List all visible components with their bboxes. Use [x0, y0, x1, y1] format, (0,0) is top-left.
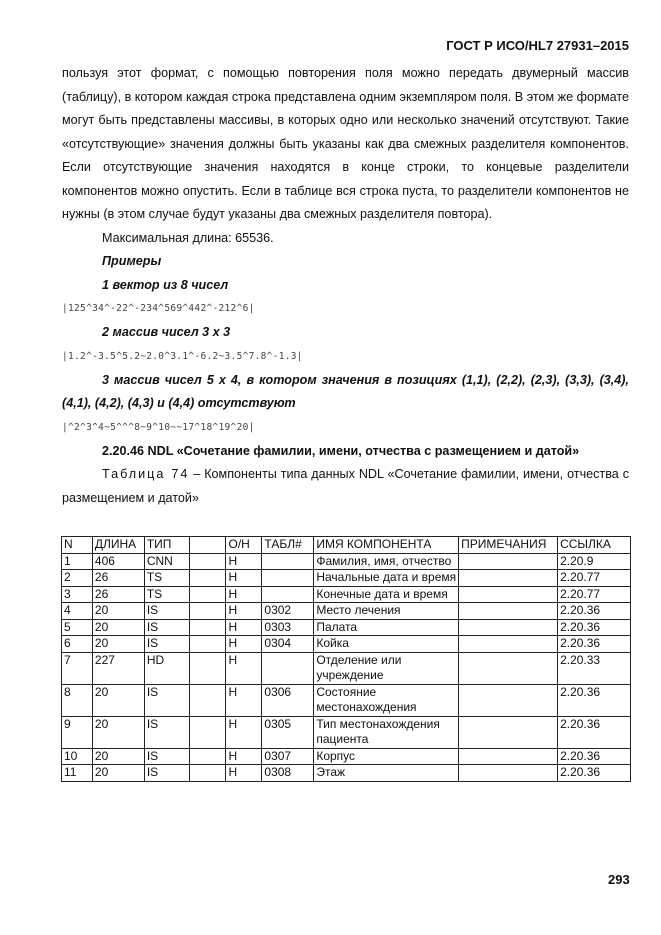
table-cell	[459, 748, 558, 765]
table-header-cell: ПРИМЕЧАНИЯ	[459, 537, 558, 554]
table-cell: 11	[62, 765, 93, 782]
table-cell	[189, 636, 226, 653]
table-cell: TS	[144, 586, 189, 603]
component-name-cell: Этаж	[314, 765, 459, 782]
table-cell: Н	[226, 636, 262, 653]
page-body	[62, 62, 629, 510]
table-cell	[459, 619, 558, 636]
table-cell	[459, 652, 558, 684]
examples-heading: Примеры	[102, 254, 162, 268]
table-cell	[262, 553, 314, 570]
table-cell	[189, 553, 226, 570]
table-row	[62, 765, 631, 782]
table-cell	[189, 748, 226, 765]
example-3-title: 3 массив чисел 5 х 4, в котором значения в позициях (1,1), (2,2), (2,3), (3,3), (3,4), (4,1), (4,2), (4,3) и (4,4) отсутствуют	[62, 372, 629, 410]
table-cell: 20	[92, 765, 144, 782]
table-cell: 2.20.36	[558, 765, 631, 782]
table-cell: IS	[144, 684, 189, 716]
example-2-code: |1.2^-3.5^5.2~2.0^3.1^-6.2~3.5^7.8^-1.3|	[62, 350, 303, 362]
component-name-cell: Отделение или учреждение	[314, 652, 459, 684]
table-cell: 5	[62, 619, 93, 636]
table-cell: 9	[62, 716, 93, 748]
table-cell	[459, 636, 558, 653]
table-row	[62, 636, 631, 653]
table-cell: 20	[92, 748, 144, 765]
component-name-cell: Корпус	[314, 748, 459, 765]
table-cell: 20	[92, 603, 144, 620]
table-cell	[459, 684, 558, 716]
max-length-text: Максимальная длина: 65536.	[102, 230, 274, 245]
example-3-code: |^2^3^4~5^^^8~9^10~~17^18^19^20|	[62, 421, 255, 433]
table-cell: 2.20.36	[558, 636, 631, 653]
table-cell: IS	[144, 636, 189, 653]
table-header-cell: N	[62, 537, 93, 554]
table-cell: 2.20.77	[558, 570, 631, 587]
table-row	[62, 684, 631, 716]
table-cell	[189, 652, 226, 684]
table-cell	[189, 684, 226, 716]
table-cell: HD	[144, 652, 189, 684]
table-cell: 6	[62, 636, 93, 653]
table-cell: 20	[92, 684, 144, 716]
table-cell: 0306	[262, 684, 314, 716]
table-header-row	[62, 537, 631, 554]
table-cell: 0303	[262, 619, 314, 636]
table-cell: 2.20.36	[558, 603, 631, 620]
page-number: 293	[608, 872, 630, 887]
component-name-cell: Палата	[314, 619, 459, 636]
table-cell	[189, 603, 226, 620]
table-header-cell: ТИП	[144, 537, 189, 554]
table-caption	[62, 463, 629, 510]
table-cell: 0307	[262, 748, 314, 765]
component-name-cell: Койка	[314, 636, 459, 653]
table-cell	[262, 586, 314, 603]
table-cell	[189, 716, 226, 748]
table-cell: Н	[226, 553, 262, 570]
table-cell	[189, 586, 226, 603]
table-cell: Н	[226, 765, 262, 782]
table-cell	[262, 570, 314, 587]
table-row	[62, 570, 631, 587]
table-cell: 406	[92, 553, 144, 570]
table-cell: Н	[226, 684, 262, 716]
example-1-title: 1 вектор из 8 чисел	[102, 277, 229, 292]
table-row	[62, 748, 631, 765]
table-cell: 26	[92, 586, 144, 603]
table-header-cell: О/Н	[226, 537, 262, 554]
table-cell: 2.20.36	[558, 748, 631, 765]
table-cell	[459, 716, 558, 748]
table-cell: Н	[226, 586, 262, 603]
table-cell: 2	[62, 570, 93, 587]
table-cell	[189, 619, 226, 636]
table-cell: 2.20.36	[558, 684, 631, 716]
document-header: ГОСТ Р ИСО/HL7 27931–2015	[446, 38, 629, 53]
table-row	[62, 619, 631, 636]
section-title: 2.20.46 NDL «Сочетание фамилии, имени, отчества с размещением и датой»	[102, 443, 580, 458]
component-name-cell: Состояние местонахождения	[314, 684, 459, 716]
components-table	[61, 536, 631, 782]
table-row	[62, 603, 631, 620]
table-cell: IS	[144, 716, 189, 748]
table-cell: 0302	[262, 603, 314, 620]
table-header-cell: ДЛИНА	[92, 537, 144, 554]
table-row	[62, 716, 631, 748]
table-cell: IS	[144, 765, 189, 782]
component-name-cell: Место лечения	[314, 603, 459, 620]
table-cell: TS	[144, 570, 189, 587]
table-cell: 20	[92, 636, 144, 653]
component-name-cell: Конечные дата и время	[314, 586, 459, 603]
table-cell: 0305	[262, 716, 314, 748]
intro-paragraph: пользуя этот формат, с помощью повторения поля можно передать двумерный массив (таблицу), в котором каждая строка представлена одним экземпляром поля. В этом же формате могут быть представлены массивы, в которых одно или несколько значений отсутствуют. Такие «отсутствующие» значения должны быть указаны как два смежных разделителя компонентов. Если отсутствующие значения находятся в конце строки, то концевые разделители компонентов можно опустить. Если в таблице вся строка пуста, то разделители компонентов не нужны (в этом случае будут указаны два смежных разделителя повтора).	[62, 66, 629, 221]
example-1-code: |125^34^-22^-234^569^442^-212^6|	[62, 303, 255, 314]
table-cell: IS	[144, 619, 189, 636]
table-cell	[189, 570, 226, 587]
table-cell: 7	[62, 652, 93, 684]
table-cell: 3	[62, 586, 93, 603]
table-cell	[459, 586, 558, 603]
example-2-title: 2 массив чисел 3 х 3	[102, 325, 231, 339]
component-name-cell: Фамилия, имя, отчество	[314, 553, 459, 570]
table-cell: 227	[92, 652, 144, 684]
table-cell: IS	[144, 748, 189, 765]
table-cell: Н	[226, 652, 262, 684]
table-cell: 26	[92, 570, 144, 587]
table-cell: IS	[144, 603, 189, 620]
table-cell: Н	[226, 603, 262, 620]
table-cell: 20	[92, 619, 144, 636]
table-cell: 8	[62, 684, 93, 716]
table-cell: Н	[226, 619, 262, 636]
table-cell: Н	[226, 570, 262, 587]
table-cell: 2.20.33	[558, 652, 631, 684]
table-row	[62, 553, 631, 570]
component-name-cell: Начальные дата и время	[314, 570, 459, 587]
table-header-cell: ТАБЛ#	[262, 537, 314, 554]
table-cell: 2.20.77	[558, 586, 631, 603]
table-cell: 2.20.36	[558, 716, 631, 748]
table-cell: 2.20.9	[558, 553, 631, 570]
table-cell: 2.20.36	[558, 619, 631, 636]
table-cell: 0308	[262, 765, 314, 782]
table-row	[62, 586, 631, 603]
table-body	[62, 553, 631, 781]
table-cell: 0304	[262, 636, 314, 653]
table-cell: Н	[226, 748, 262, 765]
table-cell	[189, 765, 226, 782]
table-header-cell: ССЫЛКА	[558, 537, 631, 554]
table-header-cell: ИМЯ КОМПОНЕНТА	[314, 537, 459, 554]
table-caption-text: – Компоненты типа данных NDL «Сочетание фамилии, имени, отчества с размещением и датой»	[62, 467, 629, 505]
table-cell: Н	[226, 716, 262, 748]
table-caption-label: Таблица 74	[102, 467, 190, 481]
table-row	[62, 652, 631, 684]
table-cell: CNN	[144, 553, 189, 570]
table-cell	[459, 603, 558, 620]
table-cell: 4	[62, 603, 93, 620]
table-header-cell	[189, 537, 226, 554]
table-cell: 10	[62, 748, 93, 765]
table-cell: 20	[92, 716, 144, 748]
table-cell	[459, 765, 558, 782]
table-cell	[262, 652, 314, 684]
table-cell	[459, 553, 558, 570]
component-name-cell: Тип местонахождения пациента	[314, 716, 459, 748]
table-cell	[459, 570, 558, 587]
table-cell: 1	[62, 553, 93, 570]
